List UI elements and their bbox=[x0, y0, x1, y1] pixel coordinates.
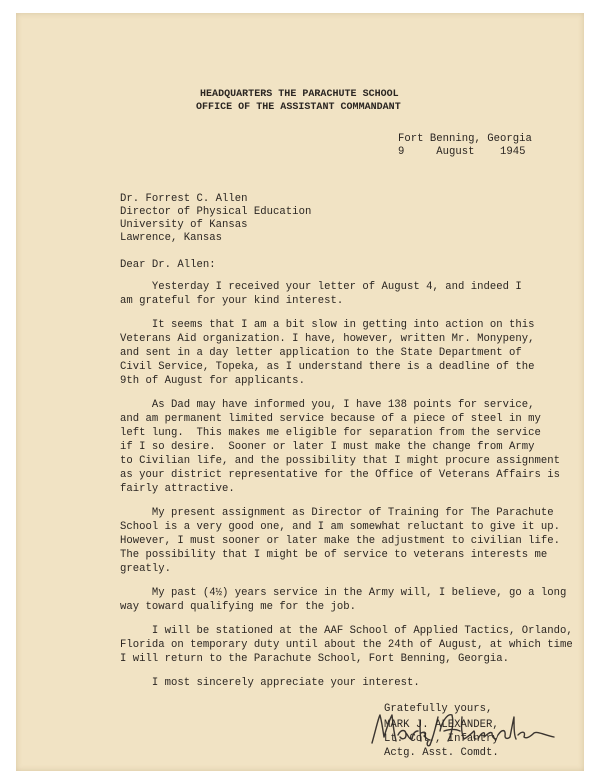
closing: Gratefully yours, bbox=[384, 703, 493, 715]
body-line: way toward qualifying me for the job. bbox=[120, 601, 356, 613]
body-line: School is a very good one, and I am somewhat reluctant to give it up. bbox=[120, 521, 561, 533]
body-line: My present assignment as Director of Training for The Parachute bbox=[120, 507, 554, 519]
body-line: and am permanent limited service because of a piece of steel in my bbox=[120, 413, 541, 425]
signer-rank: Lt. Col., Infantry bbox=[384, 733, 499, 745]
addressee-line: Dr. Forrest C. Allen bbox=[120, 193, 248, 205]
addressee-line: Lawrence, Kansas bbox=[120, 232, 223, 244]
body-line: My past (4½) years service in the Army will, I believe, go a long bbox=[120, 587, 567, 599]
body-line: It seems that I am a bit slow in getting into action on this bbox=[120, 319, 535, 331]
signer-title: Actg. Asst. Comdt. bbox=[384, 747, 499, 759]
addressee-line: Director of Physical Education bbox=[120, 206, 312, 218]
signer-name: MARK J. ALEXANDER, bbox=[384, 719, 499, 731]
body-line: to Civilian life, and the possibility that I might procure assignment bbox=[120, 455, 561, 467]
body-line: and sent in a day letter application to the State Department of bbox=[120, 347, 522, 359]
body-line: greatly. bbox=[120, 563, 172, 575]
body-line: if I so desire. Sooner or later I must make the change from Army bbox=[120, 441, 535, 453]
body-line: I will return to the Parachute School, Fort Benning, Georgia. bbox=[120, 653, 510, 665]
body-line: Civil Service, Topeka, as I understand there is a deadline of the bbox=[120, 361, 535, 373]
body-line: as your district representative for the Office of Veterans Affairs is bbox=[120, 469, 561, 481]
body-line: 9th of August for applicants. bbox=[120, 375, 305, 387]
body-line: fairly attractive. bbox=[120, 483, 235, 495]
body-line: left lung. This makes me eligible for separation from the service bbox=[120, 427, 541, 439]
body-line: I most sincerely appreciate your interest. bbox=[120, 677, 420, 689]
addressee-line: University of Kansas bbox=[120, 219, 248, 231]
place-line: Fort Benning, Georgia bbox=[398, 133, 532, 145]
body-line: As Dad may have informed you, I have 138 points for service, bbox=[120, 399, 535, 411]
body-line: However, I must sooner or later make the adjustment to civilian life. bbox=[120, 535, 561, 547]
body-line: Veterans Aid organization. I have, however, written Mr. Monypeny, bbox=[120, 333, 535, 345]
body-line: am grateful for your kind interest. bbox=[120, 295, 344, 307]
body-line: I will be stationed at the AAF School of Applied Tactics, Orlando, bbox=[120, 625, 573, 637]
salutation: Dear Dr. Allen: bbox=[120, 259, 216, 271]
letterhead-line-1: HEADQUARTERS THE PARACHUTE SCHOOL bbox=[200, 89, 399, 100]
date-line: 9 August 1945 bbox=[398, 146, 526, 158]
letter-page bbox=[16, 13, 584, 771]
body-line: The possibility that I might be of service to veterans interests me bbox=[120, 549, 548, 561]
letterhead-line-2: OFFICE OF THE ASSISTANT COMMANDANT bbox=[196, 102, 401, 113]
body-line: Yesterday I received your letter of August 4, and indeed I bbox=[120, 281, 522, 293]
body-line: Florida on temporary duty until about the 24th of August, at which time bbox=[120, 639, 573, 651]
